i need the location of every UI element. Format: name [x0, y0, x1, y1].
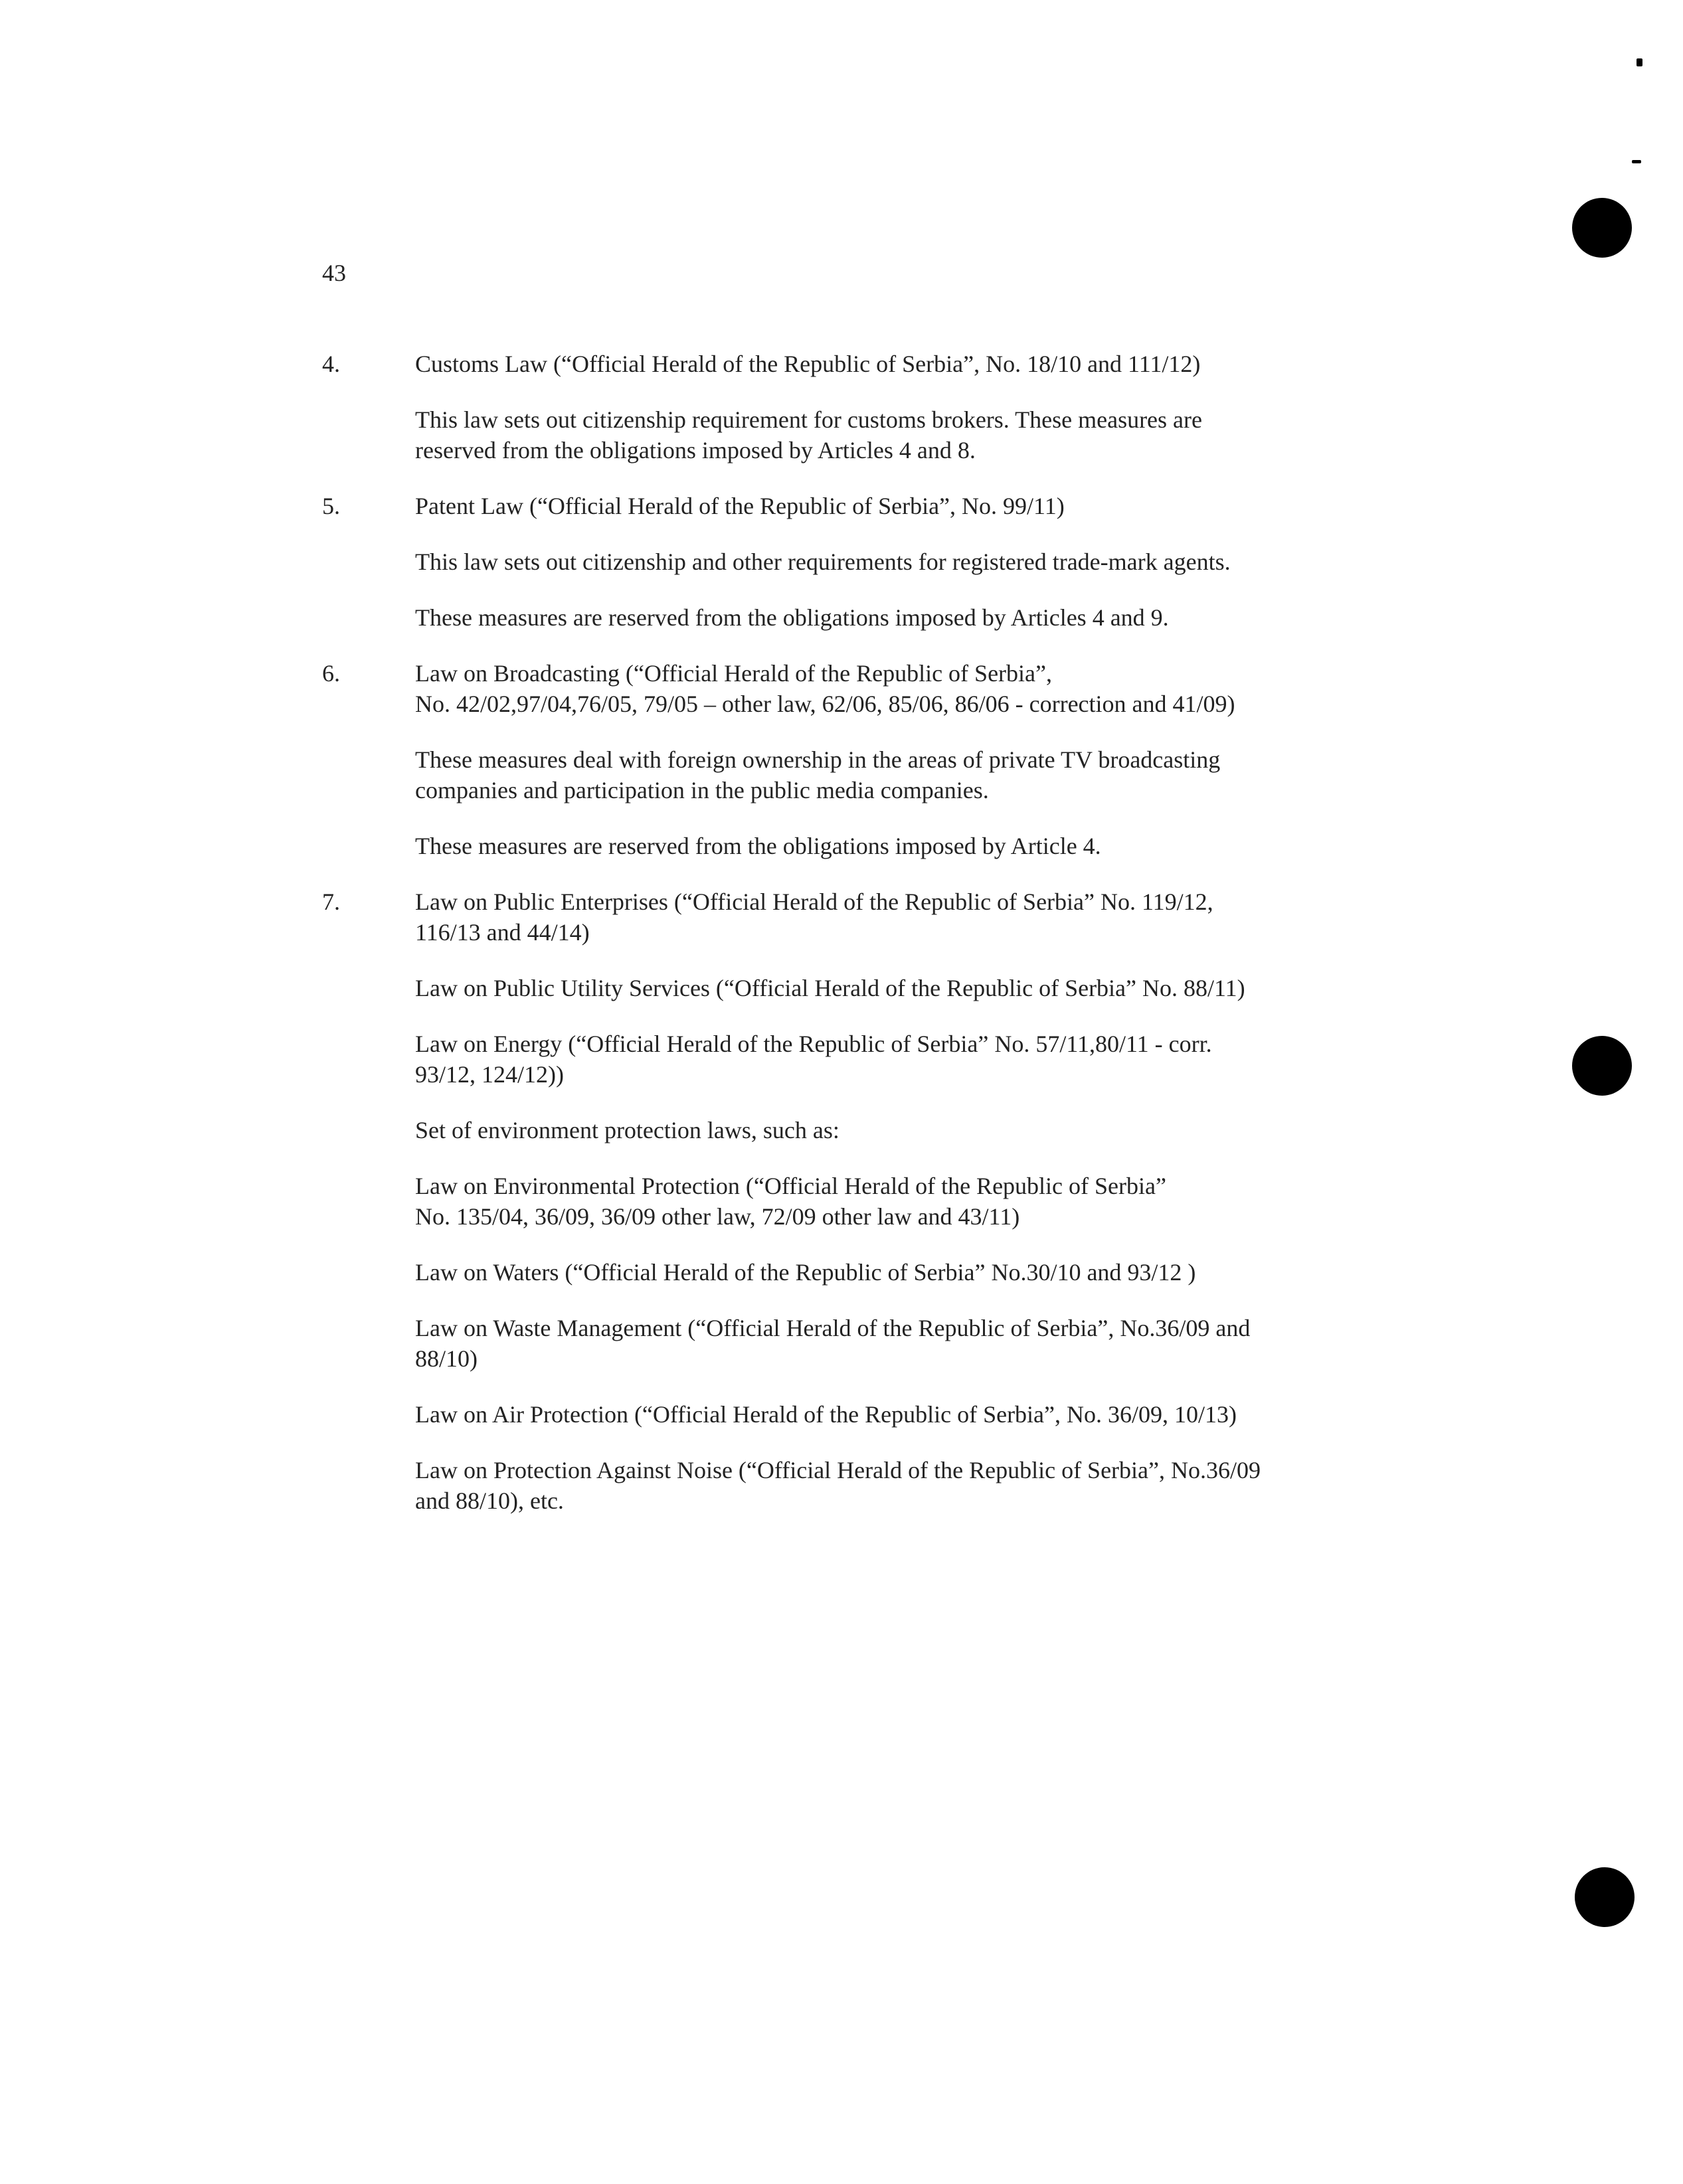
law-title: Law on Broadcasting (“Official Herald of the Republic of Serbia”, No. 42/02,97/04,76/05, 79/05 – other law, 62/06, 85/06, 86/06 - correction and 41/09) [415, 660, 1235, 717]
law-title: Law on Public Enterprises (“Official Herald of the Republic of Serbia” No. 119/12, 116/13 and 44/14) [415, 888, 1213, 946]
punch-hole-top [1572, 198, 1632, 258]
law-title: Law on Waste Management (“Official Herald of the Republic of Serbia”, No.36/09 and 88/10) [415, 1315, 1251, 1372]
item-number: 7. [322, 888, 340, 915]
punch-hole-middle [1572, 1036, 1632, 1096]
item-body [415, 491, 1358, 633]
list-item [322, 491, 1358, 633]
punch-hole-bottom [1575, 1867, 1635, 1927]
law-title: Law on Waters (“Official Herald of the Republic of Serbia” No.30/10 and 93/12 ) [415, 1259, 1196, 1286]
paragraph: These measures are reserved from the obligations imposed by Articles 4 and 9. [415, 604, 1169, 631]
scan-mark-top [1632, 160, 1641, 163]
item-number: 6. [322, 660, 340, 687]
page-number: 43 [322, 260, 346, 286]
list-item [322, 886, 1358, 1516]
law-title: Law on Protection Against Noise (“Official Herald of the Republic of Serbia”, No.36/09 and 88/10), etc. [415, 1457, 1261, 1514]
law-title: Customs Law (“Official Herald of the Republic of Serbia”, No. 18/10 and 111/12) [415, 351, 1201, 377]
scan-speck-top [1637, 58, 1642, 66]
paragraph: Set of environment protection laws, such as: [415, 1117, 840, 1143]
paragraph: This law sets out citizenship and other requirements for registered trade-mark agents. [415, 548, 1231, 575]
item-number: 4. [322, 351, 340, 377]
item-body [415, 658, 1358, 861]
law-title: Law on Air Protection (“Official Herald of the Republic of Serbia”, No. 36/09, 10/13) [415, 1401, 1237, 1428]
item-number: 5. [322, 493, 340, 519]
item-body [415, 349, 1358, 465]
paragraph: These measures are reserved from the obligations imposed by Article 4. [415, 833, 1101, 859]
law-title: Law on Public Utility Services (“Official Herald of the Republic of Serbia” No. 88/11) [415, 975, 1245, 1001]
law-title: Law on Energy (“Official Herald of the Republic of Serbia” No. 57/11,80/11 - corr. 93/12, 124/12)) [415, 1031, 1212, 1088]
law-title: Law on Environmental Protection (“Official Herald of the Republic of Serbia” No. 135/04, 36/09, 36/09 other law, 72/09 other law and 43/11) [415, 1173, 1166, 1230]
law-title: Patent Law (“Official Herald of the Republic of Serbia”, No. 99/11) [415, 493, 1065, 519]
law-list [322, 349, 1358, 1541]
list-item [322, 658, 1358, 861]
paragraph: This law sets out citizenship requirement for customs brokers. These measures are reserved from the obligations imposed by Articles 4 and 8. [415, 406, 1202, 463]
item-body [415, 886, 1358, 1516]
paragraph: These measures deal with foreign ownership in the areas of private TV broadcasting companies and participation in the public media companies. [415, 746, 1221, 803]
list-item [322, 349, 1358, 465]
